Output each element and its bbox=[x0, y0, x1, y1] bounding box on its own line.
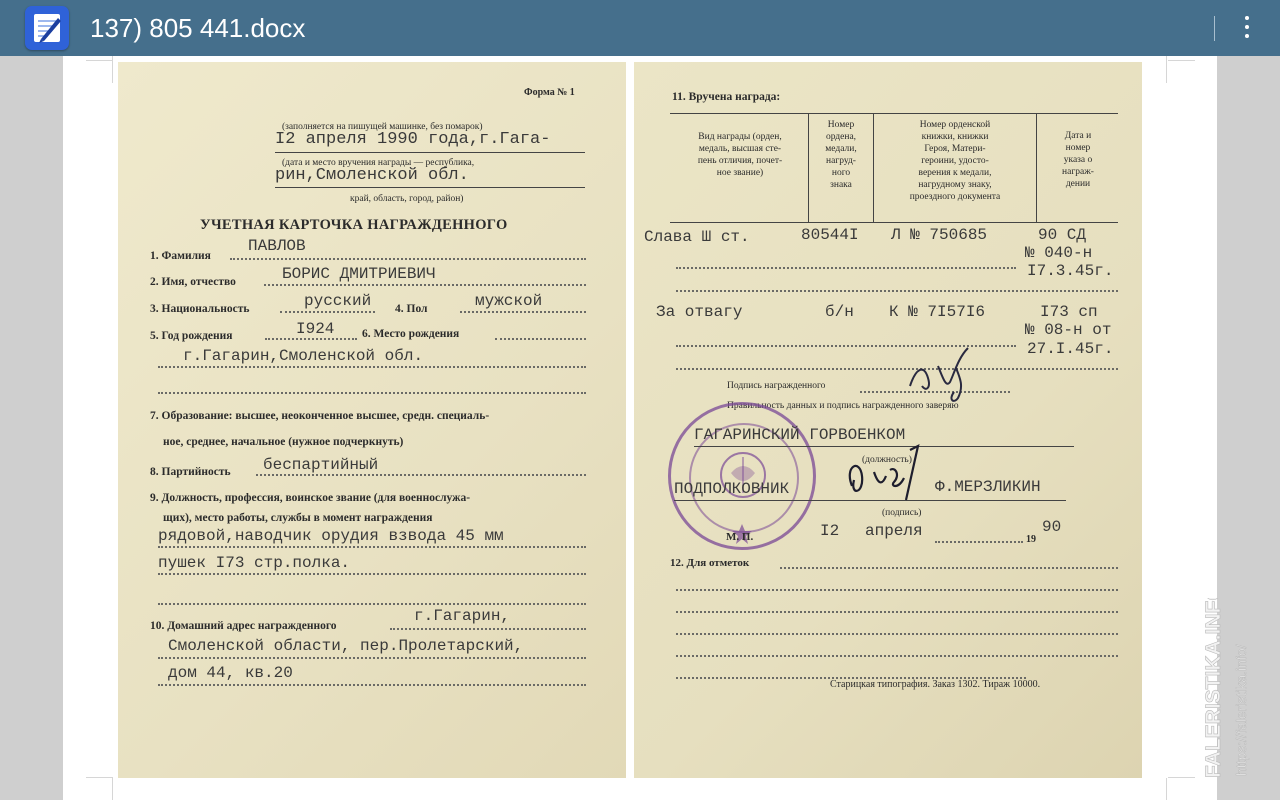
field-birthplace-label: 6. Место рождения bbox=[362, 328, 460, 340]
field-nationality-label: 3. Национальность bbox=[150, 303, 250, 315]
row2-decree-unit: I73 сп bbox=[1040, 303, 1098, 321]
column-award-number: Номер ордена, медали, нагруд- ного знака bbox=[825, 120, 857, 190]
row2-decree-date: 27.I.45г. bbox=[1027, 340, 1114, 358]
dotted-line bbox=[158, 657, 586, 659]
form-number: Форма № 1 bbox=[524, 87, 575, 98]
officer-rank: ПОДПОЛКОВНИК bbox=[674, 480, 790, 498]
award-date-place-line2: рин,Смоленской обл. bbox=[275, 166, 469, 185]
field-position-value2: пушек I73 стр.полка. bbox=[158, 554, 351, 572]
page-crop-mark bbox=[1168, 60, 1195, 61]
row2-decree-number: № 08-н от bbox=[1025, 321, 1112, 339]
section-11-title: 11. Вручена награда: bbox=[672, 91, 781, 103]
verify-day: I2 bbox=[820, 522, 840, 540]
dotted-line bbox=[935, 541, 1023, 543]
field-birth-year-label: 5. Год рождения bbox=[150, 330, 233, 342]
page-crop-mark bbox=[1166, 778, 1167, 800]
page-crop-mark bbox=[1166, 56, 1167, 83]
dotted-line bbox=[676, 633, 1118, 635]
field-name-value: БОРИС ДМИТРИЕВИЧ bbox=[282, 265, 436, 283]
dotted-line bbox=[158, 366, 586, 368]
field-education-line1: 7. Образование: высшее, неоконченное высшее, средн. специаль- bbox=[150, 410, 490, 422]
table-line bbox=[670, 113, 1118, 114]
row1-book: Л № 750685 bbox=[891, 226, 988, 244]
dotted-line bbox=[676, 290, 1118, 292]
officer-signature-icon bbox=[838, 436, 938, 506]
watermark bbox=[1196, 598, 1256, 782]
page-crop-mark bbox=[86, 777, 113, 778]
dotted-line bbox=[256, 474, 586, 476]
field-name-label: 2. Имя, отчество bbox=[150, 276, 236, 288]
watermark-brand: FALERISTIKA.INFO bbox=[1202, 598, 1225, 778]
column-decree: Дата и номер указа о награж- дении bbox=[1062, 131, 1094, 189]
dotted-line bbox=[676, 589, 1118, 591]
verify-label: Правильность данных и подпись награжденного заверяю bbox=[727, 401, 959, 411]
field-education-line2: ное, среднее, начальное (нужное подчеркнуть) bbox=[163, 436, 404, 448]
typewriter-note: (заполняется на пишущей машинке, без помарок) bbox=[282, 122, 483, 132]
row1-decree-date: I7.3.45г. bbox=[1027, 262, 1114, 280]
field-position-line1: 9. Должность, профессия, воинское звание (для военнослужа- bbox=[150, 492, 471, 504]
dotted-line bbox=[390, 628, 586, 630]
dotted-line bbox=[280, 311, 375, 313]
field-address-value3: дом 44, кв.20 bbox=[168, 664, 293, 682]
dotted-line bbox=[158, 573, 586, 575]
field-address-value2: Смоленской области, пер.Пролетарский, bbox=[168, 637, 524, 655]
printer-info: Старицкая типография. Заказ 1302. Тираж 10000. bbox=[830, 679, 1041, 690]
page-crop-mark bbox=[1168, 777, 1195, 778]
field-sex-label: 4. Пол bbox=[395, 303, 428, 315]
dotted-line bbox=[158, 392, 586, 394]
row1-decree-number: № 040-н bbox=[1025, 244, 1093, 262]
field-surname-label: 1. Фамилия bbox=[150, 250, 211, 262]
field-sex-value: мужской bbox=[475, 292, 543, 310]
field-address-label: 10. Домашний адрес награжденного bbox=[150, 620, 337, 632]
row1-number: 80544I bbox=[801, 226, 859, 244]
dotted-line bbox=[264, 284, 586, 286]
table-line bbox=[1036, 113, 1037, 223]
page-crop-mark bbox=[86, 60, 113, 61]
verify-year: 90 bbox=[1042, 518, 1062, 536]
column-document-number: Номер орденской книжки, книжки Героя, Матери- героини, удосто- верения к медали, нагрудному знаку, проездного документа bbox=[909, 120, 1001, 202]
dotted-line bbox=[780, 567, 1118, 569]
region-note: край, область, город, район) bbox=[350, 194, 464, 204]
dotted-line bbox=[158, 603, 586, 605]
signature-note: (подпись) bbox=[882, 508, 922, 518]
edit-document-icon[interactable] bbox=[25, 6, 69, 50]
row1-decree-unit: 90 СД bbox=[1038, 226, 1087, 244]
underline bbox=[275, 152, 585, 153]
issuing-office: ГАГАРИНСКИЙ ГОРВОЕНКОМ bbox=[694, 426, 906, 444]
table-line bbox=[670, 222, 1118, 223]
field-party-value: беспартийный bbox=[263, 456, 379, 474]
position-note: (должность) bbox=[862, 455, 912, 465]
page-crop-mark bbox=[112, 56, 113, 83]
verify-year-prefix: 19 bbox=[1026, 534, 1036, 545]
verify-month: апреля bbox=[865, 522, 923, 540]
dotted-line bbox=[676, 611, 1118, 613]
dotted-line bbox=[158, 684, 586, 686]
card-title: УЧЕТНАЯ КАРТОЧКА НАГРАЖДЕННОГО bbox=[200, 217, 508, 233]
official-seal-icon bbox=[668, 402, 816, 550]
field-nationality-value: русский bbox=[304, 292, 372, 310]
field-party-label: 8. Партийность bbox=[150, 466, 231, 478]
table-line bbox=[808, 113, 809, 223]
field-surname-value: ПАВЛОВ bbox=[248, 237, 306, 255]
dotted-line bbox=[230, 258, 586, 260]
dotted-line bbox=[676, 368, 1118, 370]
underline bbox=[275, 187, 585, 188]
column-award-type: Вид награды (орден, медаль, высшая сте- пень отличия, почет- ное звание) bbox=[697, 132, 783, 178]
row2-number: б/н bbox=[825, 303, 854, 321]
field-position-value1: рядовой,наводчик орудия взвода 45 мм bbox=[158, 527, 504, 545]
document-title: 137) 805 441.docx bbox=[90, 13, 306, 43]
field-birth-year-value: I924 bbox=[296, 320, 335, 338]
dotted-line bbox=[676, 655, 1118, 657]
row1-award: Слава Ш ст. bbox=[644, 228, 750, 246]
recipient-signature-icon bbox=[898, 338, 998, 408]
table-line bbox=[873, 113, 874, 223]
row2-book: К № 7I57I6 bbox=[889, 303, 986, 321]
field-position-line2: щих), место работы, службы в момент награждения bbox=[163, 512, 433, 524]
row2-award: За отвагу bbox=[656, 303, 743, 321]
app-bar bbox=[0, 0, 1280, 56]
award-date-place-line1: I2 апреля 1990 года,г.Гага- bbox=[275, 130, 551, 149]
dotted-line bbox=[495, 338, 586, 340]
dotted-line bbox=[158, 546, 586, 548]
officer-name: Ф.МЕРЗЛИКИН bbox=[935, 478, 1041, 496]
toolbar-divider bbox=[1214, 16, 1215, 41]
dotted-line bbox=[460, 311, 586, 313]
overflow-menu-icon[interactable] bbox=[1230, 14, 1264, 42]
dotted-line bbox=[265, 338, 357, 340]
field-birthplace-value: г.Гагарин,Смоленской обл. bbox=[183, 347, 424, 365]
watermark-url: https://faleristika.info/ bbox=[1233, 644, 1249, 776]
place-note: (дата и место вручения награды — республика, bbox=[282, 158, 475, 168]
seal-place-label: М. П. bbox=[726, 531, 754, 543]
recipient-signature-label: Подпись награжденного bbox=[727, 381, 826, 391]
page-crop-mark bbox=[112, 778, 113, 800]
dotted-line bbox=[676, 267, 1016, 269]
field-address-value1: г.Гагарин, bbox=[414, 607, 511, 625]
section-12-title: 12. Для отметок bbox=[670, 557, 750, 569]
